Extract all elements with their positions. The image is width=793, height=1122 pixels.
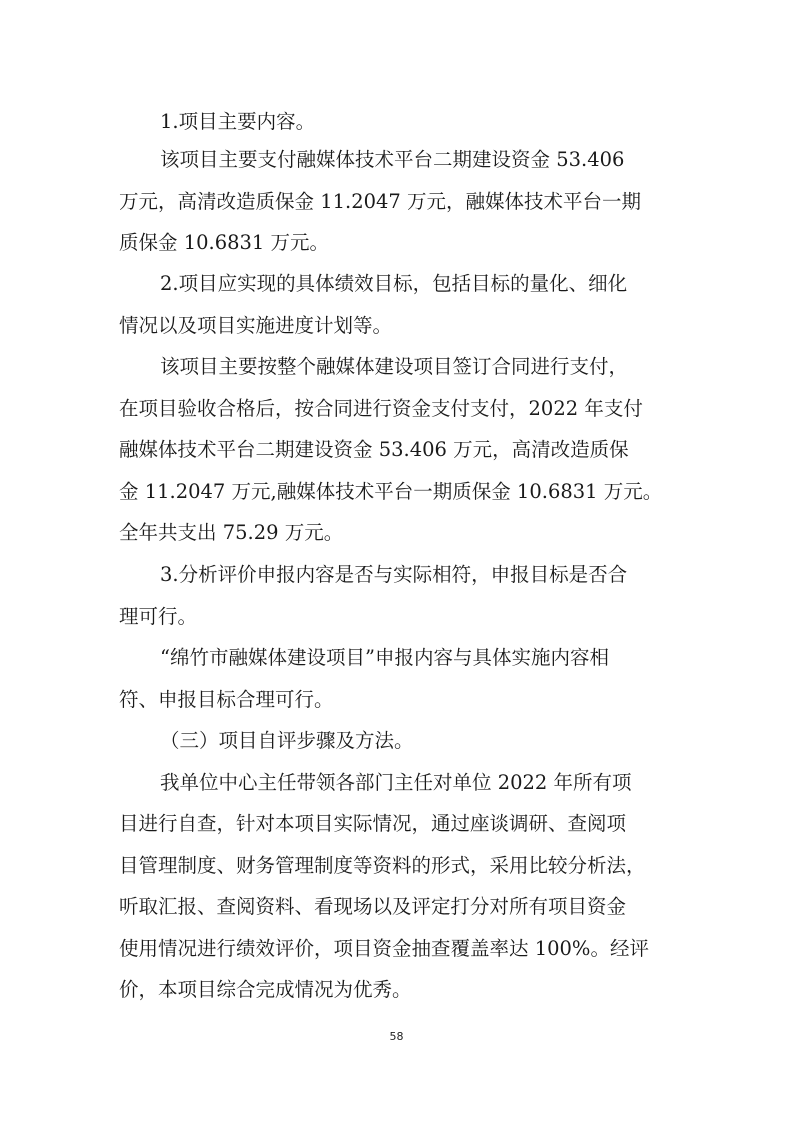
paragraph-line: 万元，高清改造质保金 11.2047 万元，融媒体技术平台一期 bbox=[119, 190, 642, 213]
paragraph-line: 价，本项目综合完成情况为优秀。 bbox=[119, 978, 412, 1001]
paragraph-line: 全年共支出 75.29 万元。 bbox=[119, 521, 344, 544]
section-heading-3: 3.分析评价申报内容是否与实际相符，申报目标是否合 bbox=[160, 563, 628, 586]
paragraph-line: “绵竹市融媒体建设项目”申报内容与具体实施内容相 bbox=[160, 646, 609, 669]
paragraph-line: 该项目主要按整个融媒体建设项目签订合同进行支付， bbox=[160, 355, 629, 378]
paragraph-line: 融媒体技术平台二期建设资金 53.406 万元，高清改造质保 bbox=[119, 438, 629, 461]
section-heading-1: 1.项目主要内容。 bbox=[160, 110, 316, 133]
paragraph-line: 目管理制度、财务管理制度等资料的形式，采用比较分析法， bbox=[119, 854, 646, 877]
paragraph-line: 理可行。 bbox=[119, 605, 198, 628]
paragraph-line: 该项目主要支付融媒体技术平台二期建设资金 53.406 bbox=[160, 148, 625, 171]
paragraph-line: 质保金 10.6831 万元。 bbox=[119, 231, 330, 254]
page-number: 58 bbox=[389, 1030, 404, 1043]
paragraph-line: 金 11.2047 万元,融媒体技术平台一期质保金 10.6831 万元。 bbox=[119, 480, 663, 503]
section-heading-4: （三）项目自评步骤及方法。 bbox=[160, 729, 414, 752]
paragraph-line: 我单位中心主任带领各部门主任对单位 2022 年所有项 bbox=[160, 771, 632, 794]
paragraph-line: 情况以及项目实施进度计划等。 bbox=[119, 314, 393, 337]
paragraph-line: 符、申报目标合理可行。 bbox=[119, 688, 334, 711]
paragraph-line: 目进行自查，针对本项目实际情况，通过座谈调研、查阅项 bbox=[119, 812, 627, 835]
paragraph-line: 在项目验收合格后，按合同进行资金支付支付，2022 年支付 bbox=[119, 397, 643, 420]
paragraph-line: 听取汇报、查阅资料、看现场以及评定打分对所有项目资金 bbox=[119, 895, 627, 918]
section-heading-2: 2.项目应实现的具体绩效目标，包括目标的量化、细化 bbox=[160, 272, 628, 295]
paragraph-line: 使用情况进行绩效评价，项目资金抽查覆盖率达 100%。经评 bbox=[119, 937, 649, 960]
